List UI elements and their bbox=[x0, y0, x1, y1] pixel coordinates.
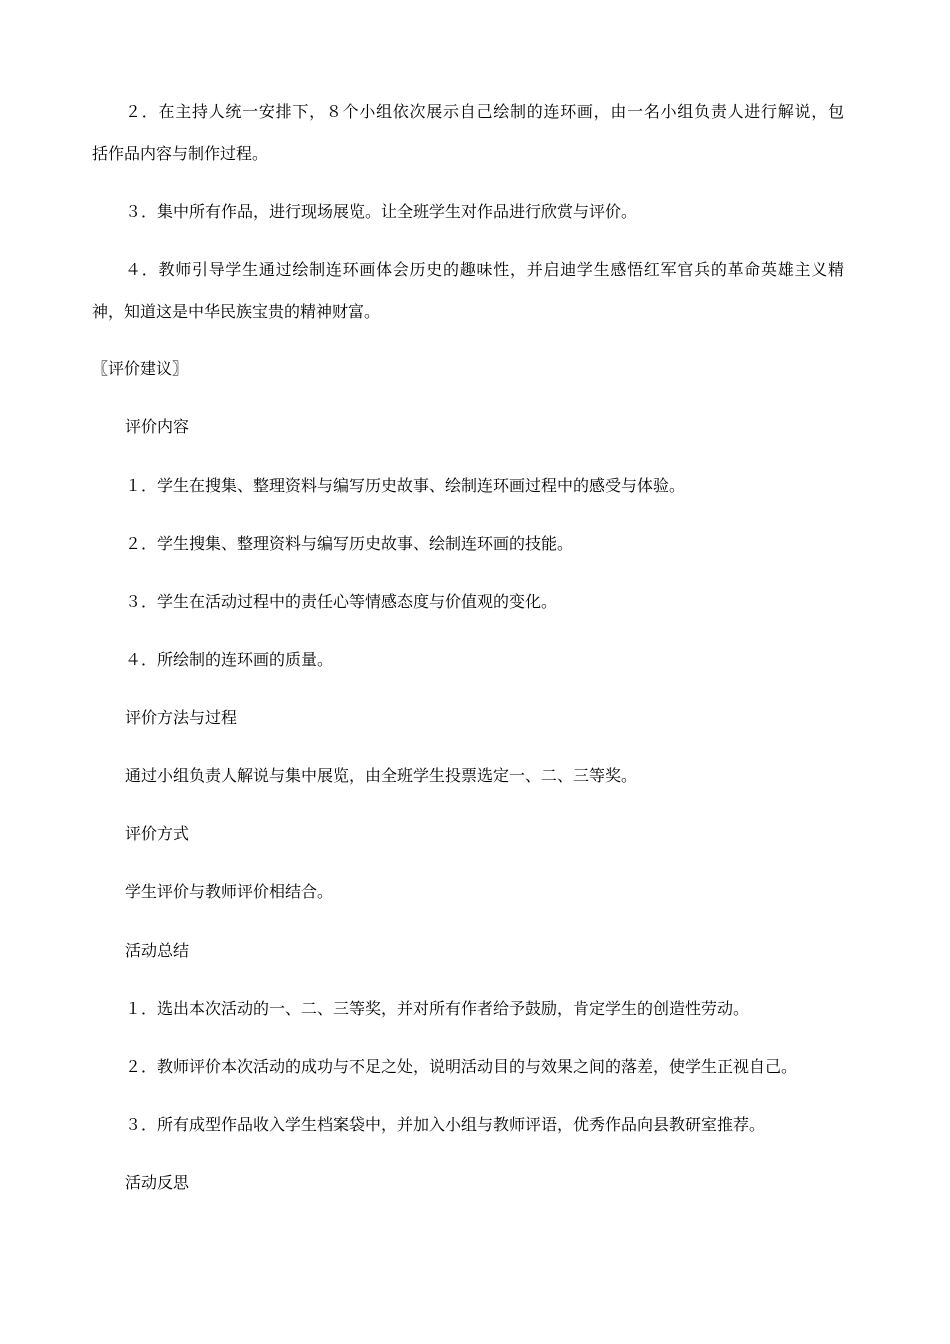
content-item-3: ３．学生在活动过程中的责任心等情感态度与价值观的变化。 bbox=[125, 592, 558, 611]
subheading-evaluation-mode: 评价方式 bbox=[125, 824, 190, 843]
paragraph-3: ３．集中所有作品，进行现场展览。让全班学生对作品进行欣赏与评价。 bbox=[125, 202, 638, 221]
paragraph-4-line-2: 神，知道这是中华民族宝贵的精神财富。 bbox=[92, 302, 381, 321]
subheading-activity-reflection: 活动反思 bbox=[125, 1173, 190, 1192]
content-item-2: ２．学生搜集、整理资料与编写历史故事、绘制连环画的技能。 bbox=[125, 534, 574, 553]
section-heading-evaluation: 〖评价建议〗 bbox=[92, 359, 189, 378]
method-text: 通过小组负责人解说与集中展览，由全班学生投票选定一、二、三等奖。 bbox=[125, 766, 638, 785]
paragraph-2-line-1: ２．在主持人统一安排下，８个小组依次展示自己绘制的连环画，由一名小组负责人进行解说，包 bbox=[125, 102, 845, 121]
paragraph-4-line-1: ４．教师引导学生通过绘制连环画体会历史的趣味性，并启迪学生感悟红军官兵的革命英雄主义精 bbox=[125, 260, 845, 279]
summary-item-3: ３．所有成型作品收入学生档案袋中，并加入小组与教师评语，优秀作品向县教研室推荐。 bbox=[125, 1115, 766, 1134]
subheading-method-process: 评价方法与过程 bbox=[125, 708, 238, 727]
content-item-4: ４．所绘制的连环画的质量。 bbox=[125, 650, 334, 669]
summary-item-1: １．选出本次活动的一、二、三等奖，并对所有作者给予鼓励，肯定学生的创造性劳动。 bbox=[125, 999, 750, 1018]
summary-item-2: ２．教师评价本次活动的成功与不足之处，说明活动目的与效果之间的落差，使学生正视自己。 bbox=[125, 1057, 798, 1076]
content-item-1: １．学生在搜集、整理资料与编写历史故事、绘制连环画过程中的感受与体验。 bbox=[125, 476, 686, 495]
paragraph-2-line-2: 括作品内容与制作过程。 bbox=[92, 144, 269, 163]
subheading-evaluation-content: 评价内容 bbox=[125, 417, 190, 436]
subheading-activity-summary: 活动总结 bbox=[125, 941, 190, 960]
mode-text: 学生评价与教师评价相结合。 bbox=[125, 882, 334, 901]
